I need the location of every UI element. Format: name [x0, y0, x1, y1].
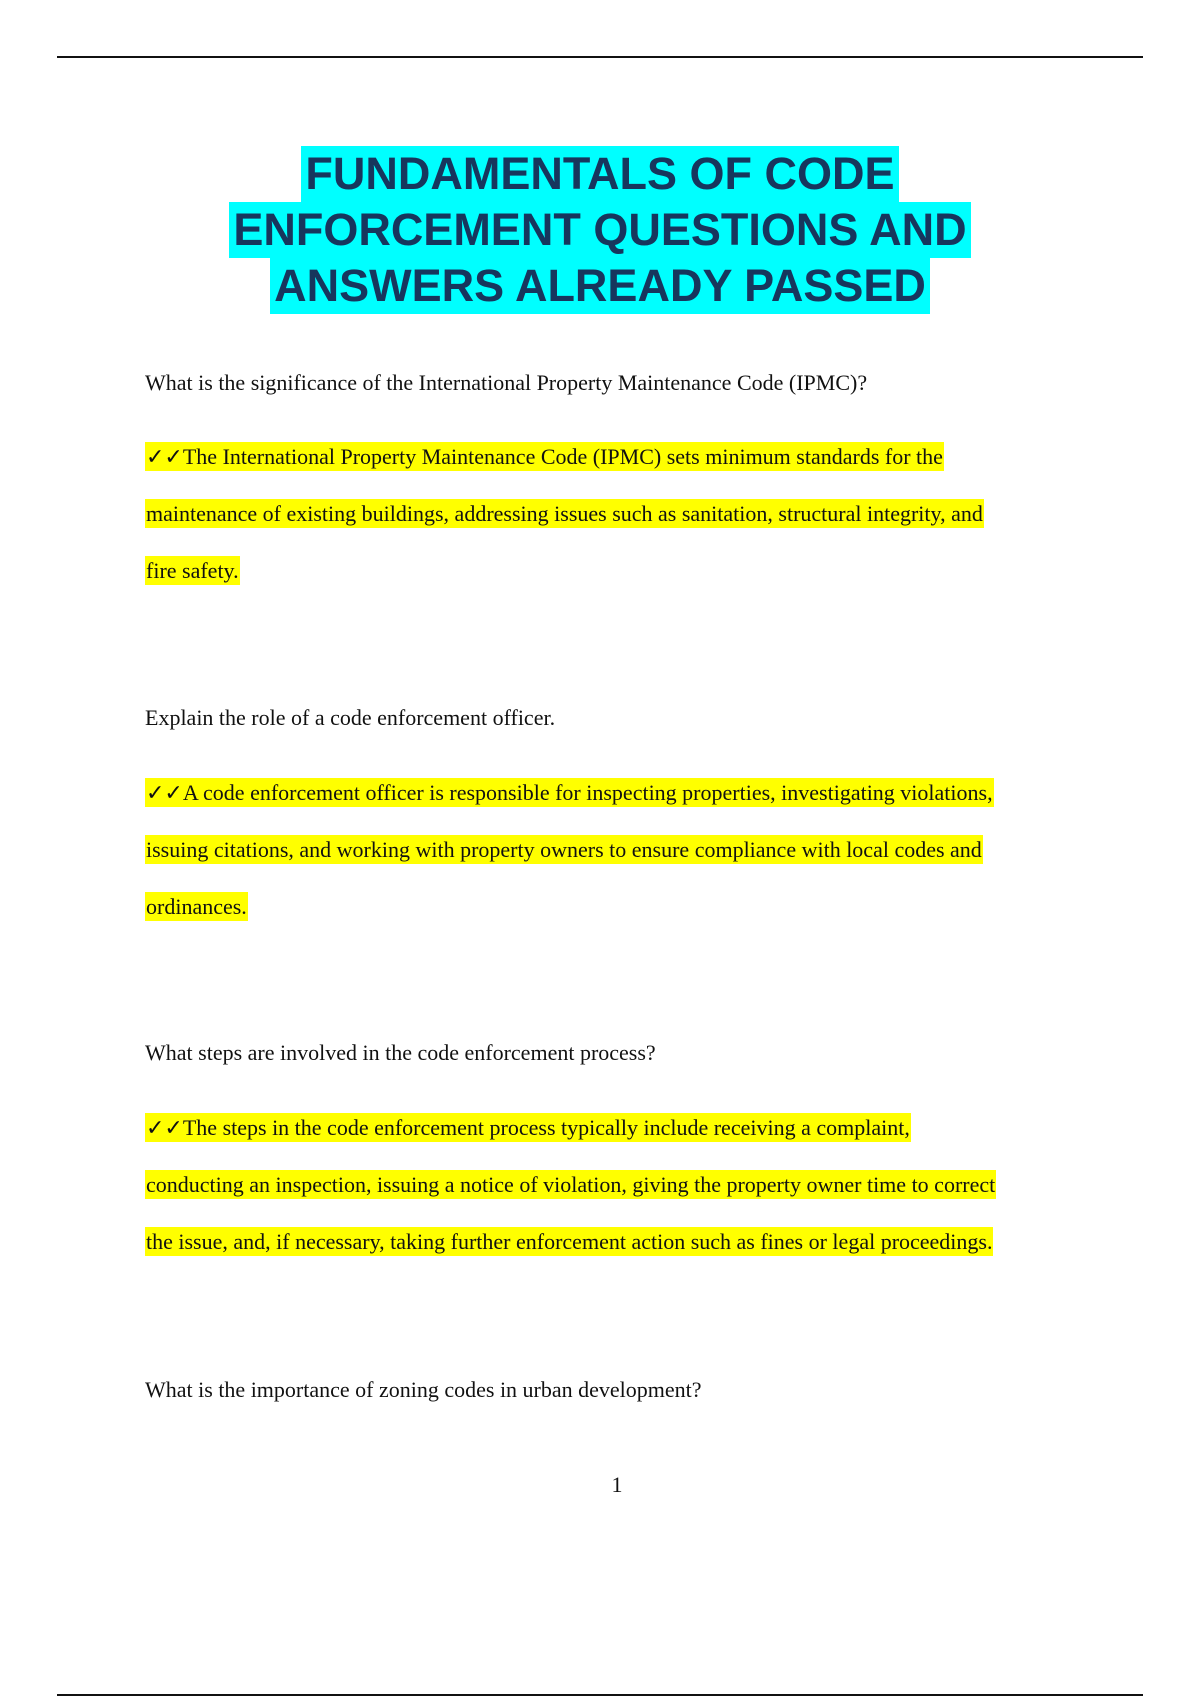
- title-line: FUNDAMENTALS OF CODE: [301, 146, 898, 202]
- answer-block: [145, 778, 1085, 949]
- question-text: What steps are involved in the code enforcement process?: [145, 1040, 656, 1065]
- question-text: Explain the role of a code enforcement officer.: [145, 705, 556, 730]
- answer-line: ✓✓The steps in the code enforcement process typically include receiving a complaint,: [146, 1115, 910, 1140]
- question-text: What is the importance of zoning codes in urban development?: [145, 1377, 702, 1402]
- document-title: [0, 146, 1200, 314]
- answer-line: fire safety.: [146, 558, 239, 583]
- header-rule: [57, 56, 1143, 58]
- answer-line: issuing citations, and working with property owners to ensure compliance with local codes and: [146, 837, 982, 862]
- answer-line: ordinances.: [146, 894, 247, 919]
- answer-block: [145, 1113, 1085, 1284]
- title-line: ANSWERS ALREADY PASSED: [270, 258, 930, 314]
- answer-block: [145, 442, 1085, 613]
- answer-line: ✓✓A code enforcement officer is responsible for inspecting properties, investigating violations,: [146, 780, 993, 805]
- footer-rule: [57, 1694, 1143, 1696]
- title-line: ENFORCEMENT QUESTIONS AND: [229, 202, 970, 258]
- answer-line: maintenance of existing buildings, addressing issues such as sanitation, structural integrity, and: [146, 501, 983, 526]
- answer-line: the issue, and, if necessary, taking further enforcement action such as fines or legal proceedings.: [146, 1229, 993, 1254]
- answer-line: conducting an inspection, issuing a notice of violation, giving the property owner time to correct: [146, 1172, 996, 1197]
- question-text: What is the significance of the International Property Maintenance Code (IPMC)?: [145, 370, 868, 395]
- page-number: 1: [611, 1472, 623, 1497]
- answer-line: ✓✓The International Property Maintenance Code (IPMC) sets minimum standards for the: [146, 444, 943, 469]
